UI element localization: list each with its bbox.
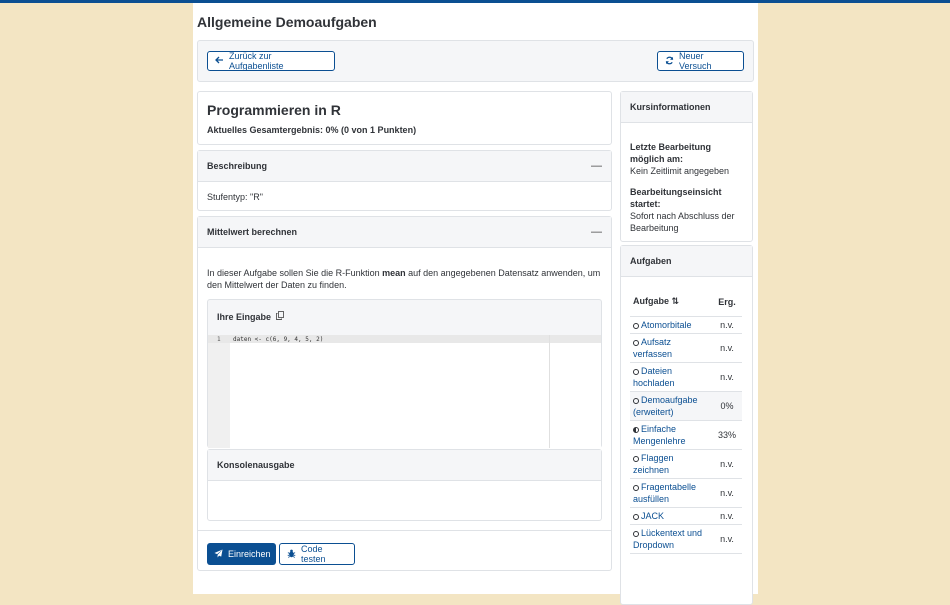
copy-icon[interactable] (276, 311, 284, 322)
input-panel (207, 299, 602, 448)
task-link[interactable]: Einfache Mengenlehre (633, 424, 686, 446)
task-cell[interactable] (630, 334, 712, 363)
description-text: Stufentyp: "R" (207, 192, 263, 202)
back-button-label: Zurück zur Aufgabenliste (229, 51, 284, 71)
test-code-button-label: Code testen (301, 544, 326, 564)
task-cell[interactable] (630, 392, 712, 421)
console-header: Konsolenausgabe (208, 450, 601, 481)
circle-icon (633, 323, 639, 329)
task-result: n.v. (712, 317, 742, 334)
console-panel (207, 449, 602, 521)
table-row[interactable] (630, 525, 742, 554)
table-row[interactable] (630, 392, 742, 421)
task-title-card (197, 91, 612, 145)
circle-icon (633, 398, 639, 404)
table-row[interactable] (630, 479, 742, 508)
print-margin (549, 335, 550, 448)
table-row[interactable] (630, 508, 742, 525)
exercise-header-label: Mittelwert berechnen (207, 227, 298, 237)
table-row[interactable] (630, 363, 742, 392)
task-link[interactable]: Lückentext und Dropdown (633, 528, 703, 550)
collapse-icon[interactable]: — (591, 226, 602, 238)
task-result: n.v. (712, 479, 742, 508)
exercise-card (197, 216, 612, 571)
task-cell[interactable] (630, 508, 712, 525)
sort-icon[interactable]: ⇅ (671, 296, 680, 306)
retry-button[interactable] (657, 51, 744, 71)
task-link[interactable]: Aufsatz verfassen (633, 337, 673, 359)
task-cell[interactable] (630, 317, 712, 334)
table-row[interactable] (630, 334, 742, 363)
course-info-card (620, 91, 753, 242)
review-start-label: Bearbeitungseinsicht startet: (630, 187, 722, 209)
tasks-header: Aufgaben (621, 246, 752, 277)
task-cell[interactable] (630, 450, 712, 479)
tasks-table-wrap (621, 277, 752, 554)
divider (198, 530, 611, 531)
task-result: n.v. (712, 508, 742, 525)
task-cell[interactable] (630, 421, 712, 450)
tasks-table-header (630, 287, 742, 317)
arrow-left-icon (215, 56, 224, 66)
main-page (193, 3, 758, 594)
task-title: Programmieren in R (207, 102, 341, 118)
test-code-button[interactable] (279, 543, 355, 565)
description-header[interactable] (198, 151, 611, 182)
table-row[interactable] (630, 421, 742, 450)
task-cell[interactable] (630, 363, 712, 392)
circle-icon (633, 340, 639, 346)
circle-icon (633, 531, 639, 537)
bug-icon (287, 549, 296, 560)
navigation-card (197, 40, 754, 82)
tasks-table-body (630, 317, 742, 554)
circle-icon (633, 369, 639, 375)
task-result: n.v. (712, 363, 742, 392)
submit-button[interactable] (207, 543, 276, 565)
task-link[interactable]: Dateien hochladen (633, 366, 675, 388)
exercise-header[interactable] (198, 217, 611, 248)
half-circle-icon (633, 427, 639, 433)
console-output (208, 481, 601, 521)
page-title: Allgemeine Demoaufgaben (197, 14, 377, 30)
course-info-header: Kursinformationen (621, 92, 752, 123)
task-result: n.v. (712, 450, 742, 479)
task-score: Aktuelles Gesamtergebnis: 0% (0 von 1 Punkten) (207, 125, 417, 135)
task-link[interactable]: Fragentabelle ausfüllen (633, 482, 697, 504)
input-header (217, 311, 284, 322)
line-number: 1 (217, 336, 221, 343)
description-card (197, 150, 612, 211)
table-row[interactable] (630, 450, 742, 479)
review-start-value: Sofort nach Abschluss der Bearbeitung (630, 211, 735, 233)
circle-icon (633, 485, 639, 491)
task-cell[interactable] (630, 525, 712, 554)
back-button[interactable] (207, 51, 335, 71)
exercise-intro (207, 267, 602, 291)
task-link[interactable]: Atomorbitale (641, 320, 692, 330)
code-editor[interactable] (208, 335, 601, 448)
refresh-icon (665, 56, 674, 67)
collapse-icon[interactable]: — (591, 160, 602, 172)
code-line[interactable]: daten <- c(6, 9, 4, 5, 2) (233, 336, 324, 343)
task-cell[interactable] (630, 479, 712, 508)
intro-function-name: mean (382, 268, 406, 278)
circle-icon (633, 514, 639, 520)
task-result: 0% (712, 392, 742, 421)
column-header-task[interactable] (630, 287, 712, 317)
task-link[interactable]: Flaggen zeichnen (633, 453, 674, 475)
tasks-table (630, 287, 742, 554)
last-edit-label: Letzte Bearbeitung möglich am: (630, 142, 712, 164)
input-header-label: Ihre Eingabe (217, 311, 272, 322)
task-link[interactable]: Demoaufgabe (erweitert) (633, 395, 698, 417)
intro-text-end: auf den angegebenen Datensatz anwenden, um den Mittelwert der Daten zu finden. (207, 268, 601, 290)
circle-icon (633, 456, 639, 462)
task-result: 33% (712, 421, 742, 450)
editor-gutter (208, 335, 230, 448)
course-info-body (621, 123, 752, 234)
tasks-card (620, 245, 753, 605)
last-edit-value: Kein Zeitlimit angegeben (630, 166, 730, 176)
send-icon (214, 549, 223, 560)
column-header-result: Erg. (712, 287, 742, 317)
task-result: n.v. (712, 525, 742, 554)
task-link[interactable]: JACK (641, 511, 665, 521)
description-header-label: Beschreibung (207, 161, 268, 171)
retry-button-label: Neuer Versuch (679, 51, 712, 71)
table-row[interactable] (630, 317, 742, 334)
submit-button-label: Einreichen (228, 549, 271, 559)
column-task-label: Aufgabe (633, 296, 669, 306)
task-result: n.v. (712, 334, 742, 363)
intro-text: In dieser Aufgabe sollen Sie die R-Funktion (207, 268, 383, 278)
